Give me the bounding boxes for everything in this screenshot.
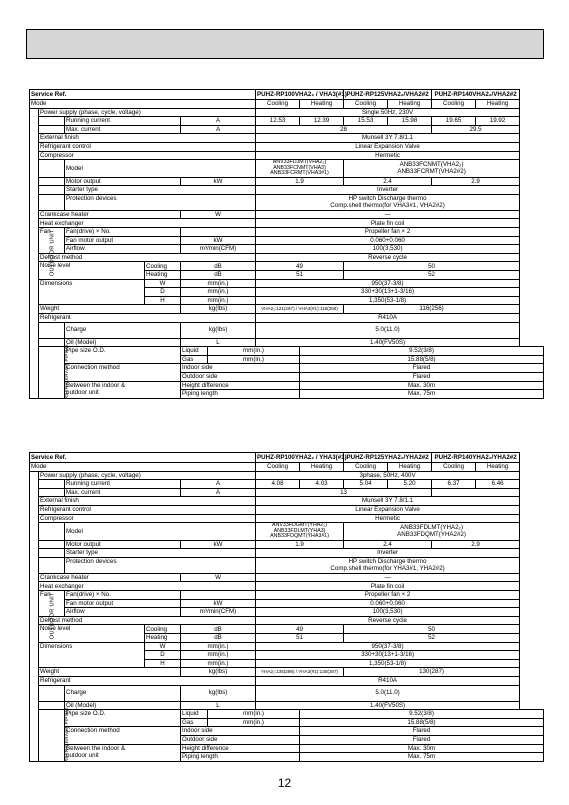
weight-label: Weight — [39, 305, 181, 314]
running-current-label: Running current — [65, 480, 181, 489]
running-current-value: 4.03 — [300, 480, 344, 489]
crankcase-value: — — [256, 210, 520, 219]
max-current-value: 28 — [256, 125, 432, 134]
noise-heating-value: 52 — [344, 271, 520, 280]
weight-100-value: YHA2₂:135(298) / YHA3(#1):130(287) — [256, 668, 344, 677]
running-current-value: 15.98 — [388, 117, 432, 126]
unit-label: mm(in.) — [208, 718, 300, 727]
refrigerant-control-row — [30, 505, 544, 514]
heat-exchanger-value: Plate fin coil — [256, 219, 520, 228]
max-current-row — [30, 488, 544, 497]
motor-output-value: 2.9 — [432, 540, 520, 549]
power-supply-row — [30, 108, 544, 117]
height-diff-value: Max. 30m — [300, 744, 544, 753]
noise-cooling-value: 50 — [344, 625, 520, 634]
power-supply-label: Power supply (phase, cycle, voltage) — [39, 108, 256, 117]
protection-label: Protection devices — [65, 194, 256, 210]
max-current-label: Max. current — [65, 125, 181, 134]
max-current-value — [432, 488, 520, 497]
noise-heating-value: 52 — [344, 634, 520, 643]
dimension-w-row — [30, 279, 544, 288]
dim-h-value: 1,350(53-1/8) — [256, 296, 520, 305]
starter-type-value: Inverter — [256, 186, 520, 195]
indoor-side-label: Indoor side — [181, 364, 300, 373]
unit-label: A — [181, 488, 256, 497]
mode-cell: Cooling — [256, 463, 300, 472]
unit-label: mm(in.) — [208, 347, 300, 356]
external-finish-value: Munsell 3Y 7.8/1.1 — [256, 497, 520, 506]
mode-cell: Heating — [300, 463, 344, 472]
outdoor-flared-value: Flared — [300, 735, 544, 744]
weight-row — [30, 305, 544, 314]
starter-type-row — [30, 186, 544, 195]
outdoor-side-label: Outdoor side — [181, 372, 300, 381]
airflow-label: Airflow — [65, 608, 181, 617]
motor-output-value: 1.9 — [256, 177, 344, 186]
refrigerant-value: R410A — [256, 313, 520, 322]
connection-label: Connection method — [65, 727, 181, 744]
fan-motor-value: 0.060+0.060 — [256, 599, 520, 608]
running-current-value: 15.53 — [344, 117, 388, 126]
charge-label: Charge — [65, 685, 181, 701]
outdoor-unit-label: OUTDOOR UNIT — [30, 108, 39, 398]
running-current-value: 5.20 — [388, 480, 432, 489]
gas-label: Gas — [181, 355, 208, 364]
weight-value: 116(256) — [344, 305, 520, 314]
fan-row — [30, 228, 544, 237]
motor-output-label: Motor output — [65, 540, 181, 549]
unit-label: A — [181, 480, 256, 489]
between-label: Between the indoor & outdoor unit — [65, 381, 181, 398]
outdoor-side-label: Outdoor side — [181, 735, 300, 744]
crankcase-label: Crankcase heater — [39, 210, 181, 219]
motor-output-value: 2.4 — [344, 177, 432, 186]
pipe-liquid-row — [30, 710, 544, 719]
fan-motor-value: 0.060+0.060 — [256, 236, 520, 245]
running-current-label: Running current — [65, 117, 181, 126]
connection-label: Connection method — [65, 364, 181, 381]
model-label: Model — [65, 160, 256, 178]
liquid-value: 9.52(3/8) — [300, 710, 544, 719]
mode-cell: Cooling — [432, 100, 476, 109]
refrigerant-control-label: Refrigerant control — [39, 142, 256, 151]
outdoor-unit-label: OUTDOOR UNIT — [30, 471, 39, 761]
outdoor-flared-value: Flared — [300, 372, 544, 381]
external-finish-label: External finish — [39, 497, 256, 506]
noise-cooling-value: 50 — [344, 262, 520, 271]
dim-w-label: W — [145, 642, 181, 651]
oil-row — [30, 338, 544, 347]
noise-cooling-value: 49 — [256, 262, 344, 271]
unit-label: m³/min(CFM) — [181, 245, 256, 254]
running-current-value: 6.37 — [432, 480, 476, 489]
refrigerant-label: Refrigerant — [39, 313, 256, 322]
unit-label: A — [181, 117, 256, 126]
defrost-label: Defrost method — [39, 253, 256, 262]
running-current-value: 5.04 — [344, 480, 388, 489]
unit-label: dB — [181, 625, 256, 634]
refrigerant-piping-label: REFRIGERANT PIPING — [39, 710, 65, 762]
height-diff-label: Height difference — [181, 744, 300, 753]
power-supply-row — [30, 471, 544, 480]
gas-value: 15.88(5/8) — [300, 355, 544, 364]
model-100-header: PUHZ-RP100VHA2₂ / VHA3(#1) — [257, 90, 347, 98]
noise-cooling-row — [30, 625, 544, 634]
unit-label: kg(lbs) — [181, 668, 256, 677]
max-current-value: 13 — [256, 488, 432, 497]
dimensions-label: Dimensions — [39, 279, 145, 305]
protection-row — [30, 194, 544, 210]
connection-indoor-row — [30, 727, 544, 736]
defrost-row — [30, 253, 544, 262]
spec-table-single-phase — [29, 89, 544, 399]
charge-value: 5.0(11.0) — [256, 322, 520, 338]
unit-label: kW — [181, 540, 256, 549]
heating-label: Heating — [145, 271, 181, 280]
compressor-label: Compressor — [39, 151, 256, 160]
unit-label: mm(in.) — [181, 288, 256, 297]
heating-label: Heating — [145, 634, 181, 643]
model-100-header: PUHZ-RP100YHA2₂ / YHA3(#1) — [257, 453, 347, 461]
piping-length-label: Piping length — [181, 390, 300, 399]
max-current-value: 29.5 — [432, 125, 520, 134]
unit-label: A — [181, 125, 256, 134]
motor-output-value: 1.9 — [256, 540, 344, 549]
header-row — [30, 90, 544, 100]
unit-label: m³/min(CFM) — [181, 608, 256, 617]
mode-row — [30, 463, 544, 472]
external-finish-label: External finish — [39, 134, 256, 143]
cooling-label: Cooling — [145, 262, 181, 271]
header-bar — [26, 29, 544, 59]
mode-row — [30, 100, 544, 109]
unit-label: kg(lbs) — [181, 305, 256, 314]
service-ref-label: Service Ref. — [30, 453, 256, 463]
spec-table-three-phase — [29, 452, 544, 762]
mode-cell: Heating — [476, 100, 520, 109]
power-supply-value: Single 50Hz, 230V — [256, 108, 520, 117]
starter-type-label: Starter type — [65, 549, 256, 558]
unit-label: W — [181, 573, 256, 582]
crankcase-label: Crankcase heater — [39, 573, 181, 582]
dim-d-value: 330+30(13+1-3/16) — [256, 651, 520, 660]
compressor-model-row — [30, 160, 544, 178]
mode-cell: Heating — [388, 463, 432, 472]
power-supply-value: 3phase, 50Hz, 400V — [256, 471, 520, 480]
piping-length-value: Max. 75m — [300, 753, 544, 762]
model-140-header: PUHZ-RP140VHA2₂/VHA2#2 — [432, 90, 520, 100]
charge-row — [30, 322, 544, 338]
model-140-header: PUHZ-RP140YHA2₂/YHA2#2 — [432, 453, 520, 463]
motor-output-value: 2.9 — [432, 177, 520, 186]
dim-h-label: H — [145, 659, 181, 668]
noise-label: Noise level — [39, 262, 145, 279]
fan-label: Fan — [39, 228, 65, 254]
motor-output-label: Motor output — [65, 177, 181, 186]
unit-label: mm(in.) — [181, 642, 256, 651]
gas-label: Gas — [181, 718, 208, 727]
noise-label: Noise level — [39, 625, 145, 642]
running-current-value: 4.08 — [256, 480, 300, 489]
unit-label: mm(in.) — [208, 710, 300, 719]
mode-cell: Cooling — [344, 463, 388, 472]
fan-no-label: Fan(drive) × No. — [65, 228, 181, 237]
unit-label: kg(lbs) — [181, 685, 256, 701]
motor-output-row — [30, 177, 544, 186]
defrost-label: Defrost method — [39, 616, 256, 625]
dim-d-value: 330+30(13+1-3/16) — [256, 288, 520, 297]
mode-label: Mode — [30, 463, 256, 472]
model-100-value: ANV33FDGMT(YHA2₂) ANB33FDLMT(YHA3) ANB33FDQMT(YHA3#1) — [256, 523, 344, 541]
unit-label: mm(in.) — [181, 279, 256, 288]
running-current-row — [30, 117, 544, 126]
compressor-label: Compressor — [39, 514, 256, 523]
liquid-label: Liquid — [181, 347, 208, 356]
starter-type-row — [30, 549, 544, 558]
oil-label: Oil (Model) — [65, 701, 181, 710]
noise-heating-value: 51 — [256, 271, 344, 280]
fan-motor-row — [30, 236, 544, 245]
mode-cell: Cooling — [432, 463, 476, 472]
starter-type-value: Inverter — [256, 549, 520, 558]
compressor-value: Hermetic — [256, 514, 520, 523]
dimension-w-row — [30, 642, 544, 651]
fan-motor-label: Fan motor output — [65, 236, 181, 245]
crankcase-row — [30, 573, 544, 582]
protection-label: Protection devices — [65, 557, 256, 573]
power-supply-label: Power supply (phase, cycle, voltage) — [39, 471, 256, 480]
fan-no-label: Fan(drive) × No. — [65, 591, 181, 600]
fan-no-value: Propeller fan × 2 — [256, 591, 520, 600]
defrost-row — [30, 616, 544, 625]
refrigerant-row — [30, 313, 544, 322]
refrigerant-piping-label: REFRIGERANT PIPING — [39, 347, 65, 399]
charge-label: Charge — [65, 322, 181, 338]
motor-output-value: 2.4 — [344, 540, 432, 549]
heat-exchanger-row — [30, 219, 544, 228]
unit-label: dB — [181, 271, 256, 280]
dim-w-value: 950(37-3/8) — [256, 279, 520, 288]
gas-value: 15.88(5/8) — [300, 718, 544, 727]
refrigerant-value: R410A — [256, 676, 520, 685]
dim-h-value: 1,350(53-1/8) — [256, 659, 520, 668]
between-label: Between the indoor & outdoor unit — [65, 744, 181, 761]
external-finish-value: Munsell 3Y 7.8/1.1 — [256, 134, 520, 143]
connection-indoor-row — [30, 364, 544, 373]
mode-label: Mode — [30, 100, 256, 109]
defrost-value: Reverse cycle — [256, 253, 520, 262]
indoor-side-label: Indoor side — [181, 727, 300, 736]
piping-length-value: Max. 75m — [300, 390, 544, 399]
unit-label: mm(in.) — [181, 659, 256, 668]
cooling-label: Cooling — [145, 625, 181, 634]
mode-cell: Cooling — [256, 100, 300, 109]
dim-w-label: W — [145, 279, 181, 288]
height-diff-row — [30, 381, 544, 390]
heat-exchanger-value: Plate fin coil — [256, 582, 520, 591]
model-label: Model — [65, 523, 256, 541]
piping-length-label: Piping length — [181, 753, 300, 762]
dim-d-label: D — [145, 651, 181, 660]
refrigerant-row — [30, 676, 544, 685]
noise-heating-value: 51 — [256, 634, 344, 643]
crankcase-value: — — [256, 573, 520, 582]
unit-label: kg(lbs) — [181, 322, 256, 338]
height-diff-label: Height difference — [181, 381, 300, 390]
refrigerant-label: Refrigerant — [39, 676, 256, 685]
airflow-value: 100(3,530) — [256, 608, 520, 617]
running-current-value: 6.46 — [476, 480, 520, 489]
service-ref-label: Service Ref. — [30, 90, 256, 100]
model-125-140-value: ANB33FCNMT(VHA2₂) ANB33FCRMT(VHA2#2) — [344, 160, 520, 178]
heat-exchanger-row — [30, 582, 544, 591]
oil-label: Oil (Model) — [65, 338, 181, 347]
model-125-140-value: ANB33FDLMT(YHA2₂) ANB33FDQMT(YHA2#2) — [344, 523, 520, 541]
dimensions-label: Dimensions — [39, 642, 145, 668]
unit-label: mm(in.) — [181, 651, 256, 660]
pipe-size-label: Pipe size O.D. — [65, 347, 181, 364]
external-finish-row — [30, 134, 544, 143]
defrost-value: Reverse cycle — [256, 616, 520, 625]
unit-label: W — [181, 210, 256, 219]
compressor-model-row — [30, 523, 544, 541]
pipe-size-label: Pipe size O.D. — [65, 710, 181, 727]
protection-value: HP switch Discharge thermo Comp.shell thermo(for YHA3#1, YHA2#2) — [256, 557, 520, 573]
page-number: 12 — [277, 776, 292, 790]
charge-row — [30, 685, 544, 701]
weight-100-value: VHA2₂:121(267) / VHA3(#1):116(256) — [256, 305, 344, 314]
refrigerant-control-value: Linear Expansion Valve — [256, 505, 520, 514]
fan-row — [30, 591, 544, 600]
compressor-value: Hermetic — [256, 151, 520, 160]
dim-d-label: D — [145, 288, 181, 297]
running-current-value: 19.92 — [476, 117, 520, 126]
liquid-label: Liquid — [181, 710, 208, 719]
refrigerant-control-row — [30, 142, 544, 151]
noise-cooling-row — [30, 262, 544, 271]
dim-w-value: 950(37-3/8) — [256, 642, 520, 651]
unit-label: dB — [181, 634, 256, 643]
crankcase-row — [30, 210, 544, 219]
height-diff-value: Max. 30m — [300, 381, 544, 390]
mode-cell: Heating — [476, 463, 520, 472]
motor-output-row — [30, 540, 544, 549]
unit-label: mm(in.) — [208, 355, 300, 364]
refrigerant-control-label: Refrigerant control — [39, 505, 256, 514]
airflow-row — [30, 245, 544, 254]
running-current-value: 12.53 — [256, 117, 300, 126]
fan-motor-row — [30, 599, 544, 608]
running-current-value: 19.65 — [432, 117, 476, 126]
running-current-row — [30, 480, 544, 489]
mode-cell: Heating — [300, 100, 344, 109]
height-diff-row — [30, 744, 544, 753]
pipe-liquid-row — [30, 347, 544, 356]
protection-value: HP switch Discharge thermo Comp.shell thermo(for VHA3#1, VHA2#2) — [256, 194, 520, 210]
protection-row — [30, 557, 544, 573]
dim-h-label: H — [145, 296, 181, 305]
fan-motor-label: Fan motor output — [65, 599, 181, 608]
external-finish-row — [30, 497, 544, 506]
unit-label: kW — [181, 177, 256, 186]
model-100-value: ANV33FDJMT(VHA2₂) ANB33FCNMT(VHA3) ANB33FCRMT(VHA3#1) — [256, 160, 344, 178]
oil-row — [30, 701, 544, 710]
charge-value: 5.0(11.0) — [256, 685, 520, 701]
heat-exchanger-label: Heat exchanger — [39, 582, 256, 591]
heat-exchanger-label: Heat exchanger — [39, 219, 256, 228]
unit-label: L — [181, 338, 256, 347]
model-125-header: PUHZ-RP125YHA2₂/YHA2#2 — [344, 453, 432, 463]
oil-value: 1.40(FV50S) — [256, 701, 520, 710]
oil-value: 1.40(FV50S) — [256, 338, 520, 347]
mode-cell: Heating — [388, 100, 432, 109]
airflow-row — [30, 608, 544, 617]
fan-label: Fan — [39, 591, 65, 617]
unit-label: kW — [181, 236, 256, 245]
max-current-row — [30, 125, 544, 134]
airflow-label: Airflow — [65, 245, 181, 254]
header-row — [30, 453, 544, 463]
indoor-flared-value: Flared — [300, 727, 544, 736]
weight-label: Weight — [39, 668, 181, 677]
refrigerant-control-value: Linear Expansion Valve — [256, 142, 520, 151]
unit-label: dB — [181, 262, 256, 271]
airflow-value: 100(3,530) — [256, 245, 520, 254]
unit-label: kW — [181, 599, 256, 608]
unit-label: L — [181, 701, 256, 710]
model-125-header: PUHZ-RP125VHA2₂/VHA2#2 — [344, 90, 432, 100]
noise-cooling-value: 49 — [256, 625, 344, 634]
weight-row — [30, 668, 544, 677]
weight-value: 130(287) — [344, 668, 520, 677]
mode-cell: Cooling — [344, 100, 388, 109]
starter-type-label: Starter type — [65, 186, 256, 195]
fan-no-value: Propeller fan × 2 — [256, 228, 520, 237]
unit-label: mm(in.) — [181, 296, 256, 305]
max-current-label: Max. current — [65, 488, 181, 497]
indoor-flared-value: Flared — [300, 364, 544, 373]
running-current-value: 12.39 — [300, 117, 344, 126]
liquid-value: 9.52(3/8) — [300, 347, 544, 356]
